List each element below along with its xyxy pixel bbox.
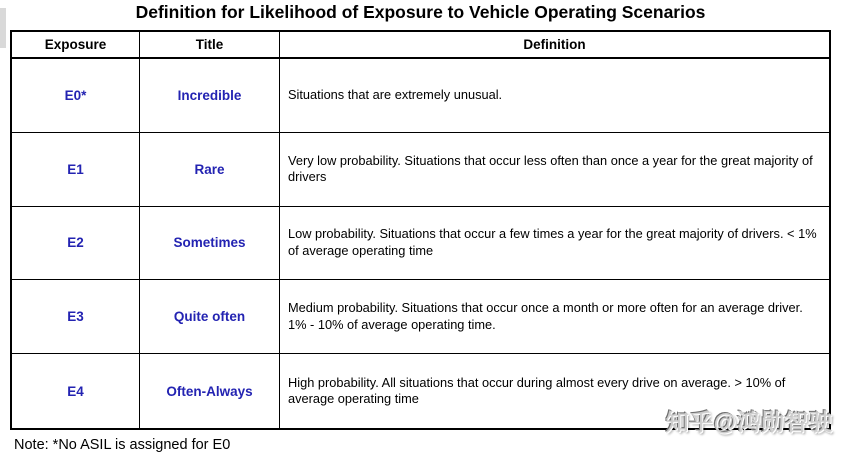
zhihu-watermark: 知乎@鸿勋智驶 bbox=[665, 409, 833, 435]
table-row-e4-title: Often-Always bbox=[140, 354, 280, 428]
exposure-definition-table bbox=[10, 30, 831, 430]
column-header-definition: Definition bbox=[280, 32, 829, 59]
table-row-e0-title: Incredible bbox=[140, 59, 280, 133]
table-row-e3-title: Quite often bbox=[140, 280, 280, 354]
table-row-e3-definition: Medium probability. Situations that occur once a month or more often for an average driver. 1% - 10% of average operating time. bbox=[280, 280, 829, 354]
table-row-e2-definition: Low probability. Situations that occur a few times a year for the great majority of drivers. < 1% of average operating time bbox=[280, 207, 829, 281]
column-header-exposure: Exposure bbox=[12, 32, 140, 59]
table-row-e0-definition: Situations that are extremely unusual. bbox=[280, 59, 829, 133]
table-row-e1-exposure: E1 bbox=[12, 133, 140, 207]
table-row-e3-exposure: E3 bbox=[12, 280, 140, 354]
table-row-e4-definition: High probability. All situations that occur during almost every drive on average. > 10% of average operating time bbox=[288, 374, 786, 407]
page-title: Definition for Likelihood of Exposure to Vehicle Operating Scenarios bbox=[135, 2, 706, 22]
column-header-title: Title bbox=[140, 32, 280, 59]
table-row-e1-definition: Very low probability. Situations that occur less often than once a year for the great majority of drivers bbox=[280, 133, 829, 207]
table-row-e2-exposure: E2 bbox=[12, 207, 140, 281]
footnote: Note: *No ASIL is assigned for E0 bbox=[14, 437, 231, 453]
screen-edge-artifact bbox=[0, 8, 6, 48]
table-row-e1-title: Rare bbox=[140, 133, 280, 207]
table-row-e0-exposure: E0* bbox=[12, 59, 140, 133]
table-row-e4-exposure: E4 bbox=[12, 354, 140, 428]
table-row-e2-title: Sometimes bbox=[140, 207, 280, 281]
